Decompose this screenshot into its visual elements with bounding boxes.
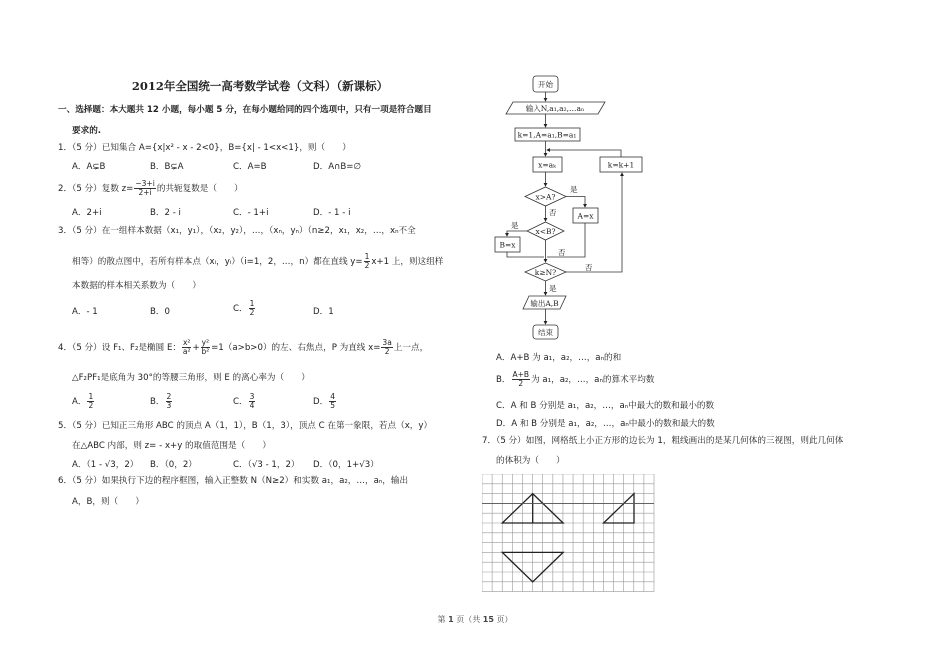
output-label: 输出A,B (530, 299, 559, 308)
cond3-label: k≥N? (534, 268, 557, 277)
no-label-2: 否 (558, 248, 566, 257)
question-3-option-d: D．1 (313, 307, 334, 317)
option-label: D． (313, 397, 329, 407)
no-label-3: 否 (585, 263, 593, 272)
option-fraction (512, 371, 531, 388)
set-a-label: A=x (577, 211, 594, 221)
numerator: 1 (249, 299, 255, 308)
yes-label-3: 是 (549, 284, 557, 293)
denominator: 2 (249, 308, 255, 317)
footer-post: 页） (493, 615, 513, 624)
question-1-option-d: D．A∩B=∅ (313, 162, 361, 172)
option-label: C． (233, 304, 248, 314)
yes-label-1: 是 (570, 185, 578, 194)
question-6-option-a: A．A+B 为 a₁，a₂，…，aₙ的和 (496, 353, 622, 363)
question-7-stem: 7．（5 分）如图，网格纸上小正方形的边长为 1，粗线画出的是某几何体的三视图，则此几何体 (482, 436, 844, 446)
question-5-option-a: A．（1 - √3，2） (72, 460, 139, 470)
q4-stem-pre: 4．（5 分）设 F₁、F₂是椭圆 E： (58, 343, 181, 353)
page-title: 2012年全国统一高考数学试卷（文科）（新课标） (131, 79, 389, 93)
option-label: C． (233, 397, 248, 407)
denominator: a² (182, 347, 191, 356)
question-1-option-b: B．B⊊A (150, 162, 184, 172)
assign-x-label: x=aₖ (538, 160, 556, 170)
question-1-stem: 1．（5 分）已知集合 A={x|x² - x - 2<0}，B={x| - 1<x<1}，则（ ） (58, 143, 351, 153)
set-b-label: B=x (499, 240, 516, 250)
plus-sign: + (192, 343, 200, 353)
denominator: 2 (384, 347, 390, 356)
question-3-stem-3: 本数据的样本相关系数为（ ） (72, 281, 201, 291)
increment-label: k=k+1 (607, 160, 635, 170)
numerator: A+B (512, 370, 530, 379)
denominator: b² (201, 347, 210, 356)
question-5-option-d: D．（0，1+√3） (313, 460, 379, 470)
cond1-label: x>A? (535, 192, 556, 202)
end-label: 结束 (538, 328, 553, 337)
footer-pre: 第 (437, 615, 449, 624)
question-6-option-b (496, 371, 654, 388)
question-2-option-c: C．- 1+i (233, 208, 269, 218)
question-1-option-a: A．A⊊B (72, 162, 106, 172)
page-total: 15 (482, 615, 494, 624)
numerator: 2 (166, 392, 172, 401)
question-4-stem-2: △F₂PF₁是底角为 30°的等腰三角形，则 E 的离心率为（ ） (72, 373, 310, 383)
init-label: k=1,A=a₁,B=a₁ (517, 130, 577, 140)
page-number: 1 (448, 615, 454, 624)
cond2-label: x<B? (535, 227, 556, 236)
numerator: 3a (382, 338, 392, 347)
input-label: 输入N,a₁,a₂,…aₙ (525, 104, 585, 113)
question-6-stem-2: A，B，则（ ） (72, 497, 144, 507)
three-view-grid (482, 474, 656, 594)
q2-stem-pre: 2．（5 分）复数 z= (58, 184, 134, 194)
option-label: A． (72, 397, 87, 407)
denominator: 2 (364, 261, 370, 270)
numerator: y² (201, 338, 210, 347)
page-footer (0, 614, 950, 625)
numerator: x² (182, 338, 191, 347)
option-label: B． (150, 397, 165, 407)
q4-stem-post: 上一点， (393, 343, 429, 353)
denominator: 2 (88, 401, 94, 410)
question-5-option-b: B．（0，2） (150, 460, 197, 470)
start-label: 开始 (538, 80, 553, 89)
denominator: 5 (330, 401, 335, 410)
question-5-stem: 5．（5 分）已知正三角形 ABC 的顶点 A（1，1），B（1，3），顶点 C 在第一象限，若点（x，y） (58, 421, 433, 431)
denominator: 2+i (138, 188, 152, 197)
footer-mid: 页（共 (453, 615, 483, 624)
question-5-stem-2: 在△ABC 内部，则 z= - x+y 的取值范围是（ ） (72, 441, 271, 451)
section-heading-cont: 要求的. (72, 126, 102, 136)
question-3-option-a: A．- 1 (72, 307, 98, 317)
question-5-option-c: C．（√3 - 1，2） (233, 460, 300, 470)
no-label-1: 否 (549, 208, 557, 217)
question-1-option-c: C．A=B (233, 162, 267, 172)
option-text: 为 a₁，a₂，…，aₙ的算术平均数 (531, 375, 655, 385)
denominator: 4 (249, 401, 255, 410)
section-heading: 一、选择题：本大题共 12 小题，每小题 5 分，在每小题给同的四个选项中，只有一项是符合题目 (58, 105, 432, 115)
numerator: 4 (330, 392, 335, 401)
q3-stem2-post: x+1 上，则这组样 (371, 257, 444, 267)
question-6-stem: 6．（5 分）如果执行下边的程序框图，输入正整数 N（N≥2）和实数 a₁，a₂，…，aₙ，输出 (58, 476, 409, 486)
denominator: 2 (518, 379, 524, 388)
question-6-option-c: C．A 和 B 分别是 a₁，a₂，…，aₙ中最大的数和最小的数 (496, 401, 715, 411)
option-label: B． (496, 375, 511, 385)
question-2-option-a: A．2+i (72, 208, 102, 218)
numerator: 1 (88, 392, 94, 401)
numerator: 3 (249, 392, 255, 401)
q3-stem2-pre: 相等）的散点图中，若所有样本点（xᵢ，yᵢ）（i=1，2，…，n）都在直线 y= (72, 257, 363, 267)
question-7-stem-2: 的体积为（ ） (496, 456, 565, 466)
numerator: 1 (364, 252, 370, 261)
denominator: 3 (166, 401, 172, 410)
yes-label-2: 是 (511, 221, 519, 230)
question-2-option-b: B．2 - i (150, 208, 181, 218)
question-2-option-d: D．- 1 - i (313, 208, 351, 218)
question-6-option-d: D．A 和 B 分别是 a₁，a₂，…，aₙ中最小的数和最大的数 (496, 419, 715, 429)
question-3-stem: 3．（5 分）在一组样本数据（x₁，y₁），（x₂，y₂），…，（xₙ，yₙ）（n≥2，x₁，x₂，…，xₙ不全 (58, 226, 416, 236)
q2-stem-post: 的共轭复数是（ ） (156, 184, 243, 194)
numerator: −3+i (135, 179, 155, 188)
q4-stem-mid: =1（a>b>0）的左、右焦点，P 为直线 x= (211, 343, 381, 353)
side-view (604, 494, 634, 523)
question-3-option-b: B．0 (150, 307, 170, 317)
